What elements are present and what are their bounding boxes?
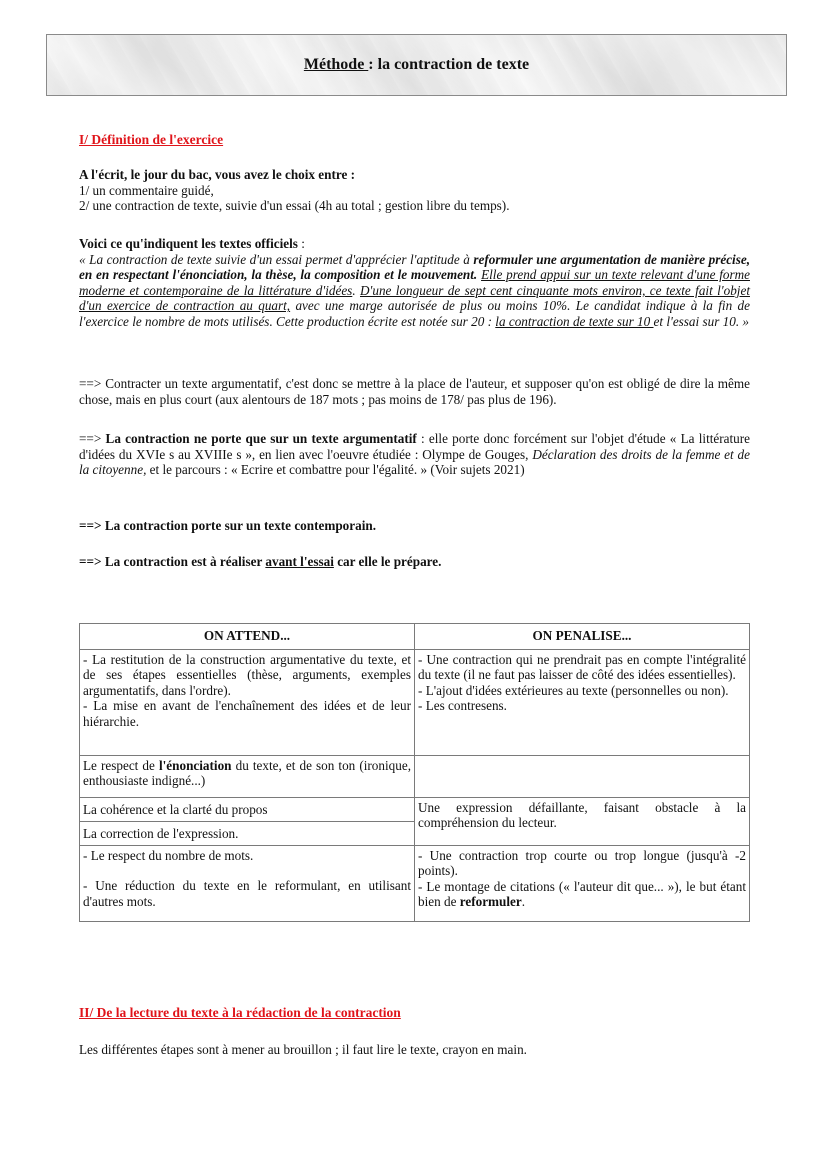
quote-underlined-part: D'une longueur de sept cent cinquante mots environ, ce texte fait l'objet d'un exercice de contraction au quart, (79, 282, 750, 314)
point-3-text: ==> La contraction porte sur un texte contemporain. (79, 518, 377, 533)
cell-line: - La restitution de la construction argumentative du texte, et de ses étapes essentielles (thèse, arguments, exemples argumentatifs, dans l'ordre). (83, 651, 411, 698)
section1-heading-block (79, 132, 750, 148)
table-cell (415, 649, 750, 755)
official-colon: : (297, 236, 305, 251)
point-3 (79, 518, 750, 534)
quote-underlined-part: Elle prend appui sur un texte relevant d'une forme moderne et contemporaine de la littérature d'idées (79, 267, 750, 298)
point-4-part: car elle le prépare. (333, 554, 442, 569)
cell-bold: reformuler (459, 894, 522, 910)
quote-part: « La contraction de texte suivie d'un essai permet d'apprécier l'aptitude à (79, 251, 474, 267)
cell-line: - L'ajout d'idées extérieures au texte (personnelles ou non). (418, 682, 729, 698)
cell-part: - Le montage de citations (« l'auteur dit que... »), le but étant bien de (418, 878, 746, 910)
table-row (80, 649, 750, 755)
choice-item-1: 1/ un commentaire guidé, (79, 182, 214, 198)
point-2-part: : elle porte donc forcément sur l'objet d'étude « La littérature d'idées du XVIe s au XVIIIe s », en lien avec l'oeuvre étudiée : Olympe de Gouges, (79, 431, 750, 462)
point-2-part: et le parcours : « Ecrire et combattre pour l'égalité. » (Voir sujets 2021) (146, 462, 525, 478)
point-4-part: ==> La contraction est à réaliser (79, 554, 266, 569)
section2-text: Les différentes étapes sont à mener au brouillon ; il faut lire le texte, crayon en main. (79, 1042, 527, 1057)
table-cell: La cohérence et la clarté du propos (80, 797, 415, 821)
point-2-text (79, 431, 750, 478)
cell-line: - Les contresens. (418, 698, 507, 714)
table-cell (80, 755, 415, 797)
quote-bold-part: reformuler une argumentation de manière précise, en en respectant l'énonciation, la thèse, la composition et le mouvement. (79, 251, 750, 283)
section2-heading: II/ De la lecture du texte à la rédaction de la contraction (79, 1005, 401, 1020)
point-1-text: ==> Contracter un texte argumentatif, c'est donc se mettre à la place de l'auteur, et supposer qu'on est obligé de dire la même chose, mais en plus court (aux alentours de 187 mots ; pas moins de 178/ pas plus de 196). (79, 376, 750, 407)
point-4-text (79, 554, 750, 570)
header-on-attend: ON ATTEND... (80, 624, 415, 650)
page-title (304, 57, 529, 73)
title-underlined: Méthode (303, 56, 369, 74)
table-row (80, 797, 750, 821)
title-rest: : la contraction de texte (368, 56, 530, 74)
official-quote (79, 252, 750, 330)
point-4-underlined: avant l'essai (265, 554, 334, 569)
cell-bold: l'énonciation (158, 757, 232, 773)
cell-part: du texte, et de son ton (ironique, enthousiaste indigné...) (83, 757, 412, 789)
quote-part: et l'essai sur 10. » (653, 313, 750, 329)
header-on-penalise: ON PENALISE... (415, 624, 750, 650)
choice-block (79, 167, 750, 214)
point-2-bold: La contraction ne porte que sur un texte argumentatif (105, 431, 417, 446)
table-row (80, 755, 750, 797)
table-cell (415, 845, 750, 921)
table-header-row (80, 624, 750, 650)
table-cell: La correction de l'expression. (80, 821, 415, 845)
official-label: Voici ce qu'indiquent les textes officiels (79, 236, 298, 251)
cell-line: - Une contraction qui ne prendrait pas en compte l'intégralité du texte (il ne faut pas laisser de côté des idées essentielles). (418, 651, 746, 683)
section2-text-block (79, 1042, 750, 1058)
table-cell-empty (415, 755, 750, 797)
official-label-line (79, 236, 750, 252)
point-2 (79, 431, 750, 478)
choice-intro: A l'écrit, le jour du bac, vous avez le choix entre : (79, 167, 356, 182)
point-1 (79, 376, 750, 407)
section2-heading-block (79, 1005, 750, 1021)
choice-item-2: 2/ une contraction de texte, suivie d'un essai (4h au total ; gestion libre du temps). (79, 198, 510, 214)
quote-part: avec une marge autorisée de plus ou moins 10%. Le candidat indique à la fin de l'exercice le nombre de mots utilisés. Cette production écrite est notée sur 20 : (79, 298, 750, 329)
cell-line (418, 879, 746, 910)
cell-line: - Le respect du nombre de mots. (83, 847, 254, 863)
cell-part: . (521, 894, 526, 910)
table-cell (80, 649, 415, 755)
cell-spacer (83, 863, 411, 878)
cell-line: - La mise en avant de l'enchaînement des idées et de leur hiérarchie. (83, 698, 411, 729)
table-row (80, 845, 750, 921)
official-text-block (79, 236, 750, 330)
point-4 (79, 554, 750, 570)
table-cell (80, 845, 415, 921)
section1-heading: I/ Définition de l'exercice (79, 132, 224, 147)
table-cell-merged: Une expression défaillante, faisant obstacle à la compréhension du lecteur. (415, 797, 750, 845)
quote-underlined-part: la contraction de texte sur 10 (495, 313, 654, 329)
criteria-table (79, 623, 750, 922)
cell-part: Le respect de (83, 757, 159, 773)
arrow: ==> (79, 431, 106, 446)
title-banner (46, 34, 787, 96)
quote-part: . (352, 282, 360, 298)
work-title: Déclaration des droits de la femme et de la citoyenne, (79, 446, 751, 478)
cell-line: - Une réduction du texte en le reformulant, en utilisant d'autres mots. (83, 878, 411, 909)
cell-line: - Une contraction trop courte ou trop longue (jusqu'à -2 points). (418, 847, 746, 879)
